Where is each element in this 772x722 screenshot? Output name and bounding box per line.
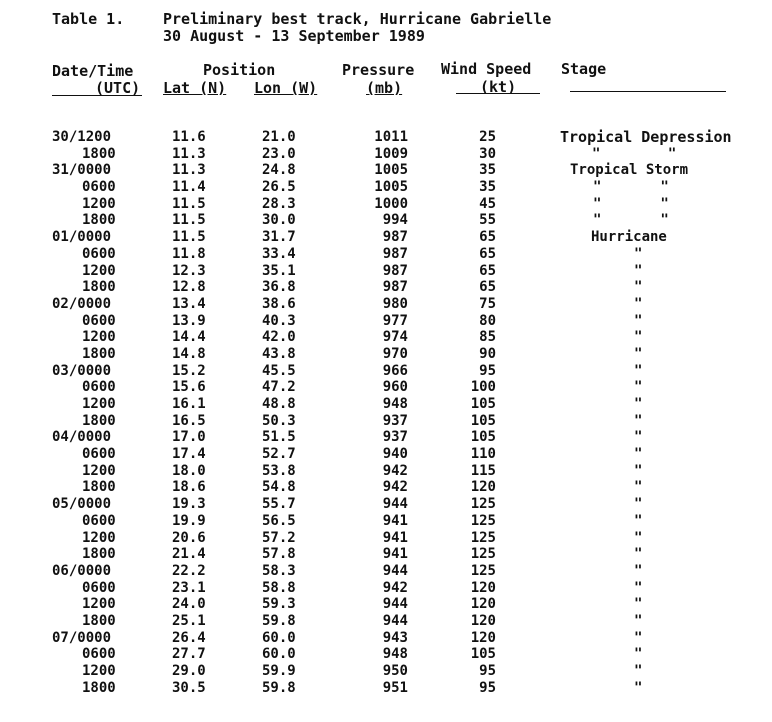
cell-lon: 36.8 [262, 279, 296, 296]
cell-lon: 30.0 [262, 212, 296, 229]
table-row [0, 463, 772, 480]
cell-stage: " [634, 512, 643, 529]
cell-pressure: 970 [382, 345, 408, 362]
cell-stage: Tropical Depression [560, 128, 732, 146]
cell-lon: 60.0 [262, 629, 296, 646]
cell-lon: 40.3 [262, 312, 296, 329]
table-row [0, 246, 772, 263]
cell-pressure: 944 [382, 612, 408, 629]
cell-lon: 50.3 [262, 412, 296, 429]
cell-wind: 105 [470, 429, 496, 446]
cell-lat: 13.9 [172, 312, 206, 329]
cell-pressure: 1011 [374, 129, 408, 145]
cell-wind: 125 [470, 546, 496, 563]
cell-datetime: 30/1200 [52, 129, 112, 145]
cell-lon: 42.0 [262, 329, 296, 346]
cell-datetime: 05/0000 [52, 496, 112, 513]
cell-lon: 59.3 [262, 596, 296, 613]
table-row [0, 646, 772, 663]
cell-stage: " [634, 596, 643, 613]
cell-lon: 58.3 [262, 562, 296, 579]
cell-lat: 26.4 [172, 629, 206, 646]
cell-lat: 20.6 [172, 529, 206, 546]
cell-wind: 95 [479, 679, 496, 696]
table-row [0, 363, 772, 380]
cell-lat: 13.4 [172, 295, 206, 312]
cell-lat: 12.3 [172, 262, 206, 279]
cell-wind: 125 [470, 496, 496, 513]
table-row [0, 596, 772, 613]
cell-wind: 45 [479, 195, 496, 212]
cell-lat: 15.2 [172, 362, 206, 379]
cell-pressure: 987 [382, 262, 408, 279]
cell-pressure: 944 [382, 562, 408, 579]
cell-stage: " [634, 529, 643, 546]
cell-datetime: 07/0000 [52, 629, 112, 646]
cell-lon: 60.0 [262, 646, 296, 663]
cell-pressure: 950 [382, 663, 408, 679]
cell-pressure: 977 [382, 312, 408, 329]
cell-datetime: 1200 [82, 596, 116, 613]
cell-datetime: 1200 [82, 329, 116, 346]
cell-stage: " [634, 396, 643, 412]
cell-lat: 22.2 [172, 562, 206, 579]
table-row [0, 563, 772, 580]
table-row [0, 663, 772, 680]
header-kt: (kt) [480, 78, 517, 96]
cell-stage: " [634, 429, 643, 446]
cell-stage: " [634, 412, 643, 429]
cell-lat: 17.4 [172, 446, 206, 463]
cell-stage: Hurricane [591, 229, 667, 246]
header-stage: Stage [561, 60, 607, 78]
cell-lon: 58.8 [262, 579, 296, 596]
cell-datetime: 1200 [82, 195, 116, 212]
data-rows [0, 129, 772, 696]
cell-wind: 125 [470, 529, 496, 546]
cell-lat: 29.0 [172, 663, 206, 679]
cell-wind: 65 [479, 229, 496, 246]
cell-stage: " [634, 379, 643, 396]
table-row [0, 313, 772, 330]
table-row [0, 263, 772, 280]
table-row [0, 680, 772, 697]
cell-lat: 30.5 [172, 679, 206, 696]
cell-lon: 21.0 [262, 129, 296, 145]
cell-stage: " [634, 546, 643, 563]
cell-stage: " " [592, 145, 677, 162]
cell-pressure: 1009 [374, 145, 408, 162]
cell-lat: 18.0 [172, 462, 206, 479]
cell-stage: " [634, 679, 643, 696]
cell-stage: " [634, 663, 643, 679]
cell-wind: 120 [470, 629, 496, 646]
cell-lon: 38.6 [262, 295, 296, 312]
cell-wind: 105 [470, 396, 496, 412]
table-row [0, 279, 772, 296]
cell-lat: 11.3 [172, 145, 206, 162]
cell-stage: " [634, 362, 643, 379]
table-row [0, 346, 772, 363]
cell-datetime: 1200 [82, 663, 116, 679]
cell-datetime: 1800 [82, 546, 116, 563]
cell-lon: 28.3 [262, 195, 296, 212]
cell-lon: 43.8 [262, 345, 296, 362]
table-label: Table 1. [52, 10, 125, 28]
cell-lat: 11.5 [172, 229, 206, 246]
cell-datetime: 0600 [82, 379, 116, 396]
cell-stage: " " [593, 179, 669, 196]
cell-pressure: 960 [382, 379, 408, 396]
header-lat: Lat (N) [163, 79, 227, 97]
table-row [0, 196, 772, 213]
cell-lon: 51.5 [262, 429, 296, 446]
cell-wind: 100 [470, 379, 496, 396]
table-row [0, 413, 772, 430]
cell-stage: " [634, 345, 643, 362]
cell-wind: 125 [470, 562, 496, 579]
cell-lat: 21.4 [172, 546, 206, 563]
cell-lat: 14.8 [172, 345, 206, 362]
cell-stage: " [634, 312, 643, 329]
cell-pressure: 974 [382, 329, 408, 346]
cell-lon: 52.7 [262, 446, 296, 463]
cell-wind: 110 [470, 446, 496, 463]
cell-stage: " [634, 245, 643, 262]
cell-wind: 120 [470, 579, 496, 596]
cell-lat: 11.6 [172, 129, 206, 145]
cell-lat: 18.6 [172, 479, 206, 496]
cell-stage: " [634, 612, 643, 629]
cell-pressure: 948 [382, 396, 408, 412]
cell-pressure: 948 [382, 646, 408, 663]
table-row [0, 580, 772, 597]
cell-pressure: 1005 [374, 179, 408, 196]
cell-lon: 47.2 [262, 379, 296, 396]
cell-stage: " [634, 462, 643, 479]
cell-lat: 12.8 [172, 279, 206, 296]
cell-lon: 31.7 [262, 229, 296, 246]
cell-lat: 11.5 [172, 212, 206, 229]
cell-stage: " [634, 579, 643, 596]
cell-datetime: 1800 [82, 612, 116, 629]
table-row [0, 479, 772, 496]
cell-stage: " [634, 496, 643, 513]
header-position: Position [203, 61, 276, 79]
cell-datetime: 0600 [82, 646, 116, 663]
cell-lon: 33.4 [262, 245, 296, 262]
cell-stage: " " [593, 195, 669, 212]
table-row [0, 229, 772, 246]
cell-datetime: 0600 [82, 312, 116, 329]
cell-lon: 23.0 [262, 145, 296, 162]
cell-lon: 45.5 [262, 362, 296, 379]
cell-pressure: 943 [382, 629, 408, 646]
cell-wind: 95 [479, 362, 496, 379]
table-row [0, 162, 772, 179]
cell-stage: " [634, 279, 643, 296]
cell-pressure: 980 [382, 295, 408, 312]
cell-datetime: 03/0000 [52, 362, 112, 379]
cell-wind: 35 [479, 162, 496, 179]
cell-wind: 65 [479, 262, 496, 279]
cell-lat: 19.9 [172, 512, 206, 529]
cell-datetime: 1200 [82, 529, 116, 546]
cell-datetime: 0600 [82, 179, 116, 196]
cell-wind: 120 [470, 612, 496, 629]
cell-stage: " [634, 329, 643, 346]
cell-lon: 59.8 [262, 679, 296, 696]
cell-lon: 55.7 [262, 496, 296, 513]
cell-lat: 14.4 [172, 329, 206, 346]
cell-datetime: 1800 [82, 212, 116, 229]
cell-lat: 24.0 [172, 596, 206, 613]
cell-stage: " [634, 646, 643, 663]
cell-wind: 55 [479, 212, 496, 229]
header-mb: (mb) [366, 79, 403, 97]
cell-pressure: 940 [382, 446, 408, 463]
table-row [0, 429, 772, 446]
cell-datetime: 0600 [82, 446, 116, 463]
header-rule-datetime [52, 95, 142, 96]
cell-wind: 65 [479, 245, 496, 262]
cell-stage: " [634, 562, 643, 579]
cell-datetime: 1200 [82, 396, 116, 412]
cell-datetime: 1800 [82, 679, 116, 696]
cell-wind: 120 [470, 479, 496, 496]
cell-wind: 90 [479, 345, 496, 362]
cell-wind: 80 [479, 312, 496, 329]
cell-pressure: 942 [382, 579, 408, 596]
table-row [0, 129, 772, 146]
table-row [0, 530, 772, 547]
cell-wind: 35 [479, 179, 496, 196]
table-row [0, 179, 772, 196]
header-lon: Lon (W) [254, 79, 318, 97]
cell-wind: 125 [470, 512, 496, 529]
cell-lat: 11.4 [172, 179, 206, 196]
cell-lat: 19.3 [172, 496, 206, 513]
cell-stage: " " [593, 212, 669, 229]
cell-datetime: 1800 [82, 279, 116, 296]
cell-stage: " [634, 479, 643, 496]
cell-lat: 11.5 [172, 195, 206, 212]
cell-lon: 53.8 [262, 462, 296, 479]
cell-lat: 23.1 [172, 579, 206, 596]
table-row [0, 379, 772, 396]
cell-datetime: 0600 [82, 512, 116, 529]
cell-pressure: 942 [382, 479, 408, 496]
table-row [0, 396, 772, 413]
cell-lat: 27.7 [172, 646, 206, 663]
cell-datetime: 31/0000 [52, 162, 112, 179]
cell-wind: 65 [479, 279, 496, 296]
cell-wind: 115 [470, 462, 496, 479]
cell-lon: 59.8 [262, 612, 296, 629]
table-subtitle: 30 August - 13 September 1989 [163, 27, 425, 45]
cell-datetime: 01/0000 [52, 229, 112, 246]
cell-lon: 26.5 [262, 179, 296, 196]
table-row [0, 146, 772, 163]
header-pressure: Pressure [342, 61, 415, 79]
cell-datetime: 1800 [82, 479, 116, 496]
cell-lon: 56.5 [262, 512, 296, 529]
cell-pressure: 987 [382, 245, 408, 262]
cell-wind: 75 [479, 295, 496, 312]
cell-datetime: 1800 [82, 345, 116, 362]
header-datetime: Date/Time [52, 62, 134, 80]
cell-pressure: 951 [382, 679, 408, 696]
cell-lat: 16.1 [172, 396, 206, 412]
cell-lat: 25.1 [172, 612, 206, 629]
cell-stage: " [634, 446, 643, 463]
table-row [0, 630, 772, 647]
cell-pressure: 937 [382, 412, 408, 429]
cell-lon: 24.8 [262, 162, 296, 179]
cell-wind: 105 [470, 412, 496, 429]
cell-wind: 30 [479, 145, 496, 162]
cell-wind: 85 [479, 329, 496, 346]
header-rule-wind [456, 93, 540, 94]
cell-wind: 95 [479, 663, 496, 679]
table-row [0, 329, 772, 346]
cell-pressure: 941 [382, 512, 408, 529]
table-row [0, 613, 772, 630]
cell-datetime: 1200 [82, 462, 116, 479]
cell-datetime: 1200 [82, 262, 116, 279]
cell-wind: 120 [470, 596, 496, 613]
cell-datetime: 1800 [82, 145, 116, 162]
cell-datetime: 0600 [82, 245, 116, 262]
header-wind-speed: Wind Speed [441, 60, 532, 78]
cell-pressure: 944 [382, 596, 408, 613]
cell-pressure: 994 [382, 212, 408, 229]
cell-stage: Tropical Storm [570, 162, 689, 179]
cell-lon: 57.2 [262, 529, 296, 546]
table-row [0, 513, 772, 530]
cell-datetime: 04/0000 [52, 429, 112, 446]
cell-lon: 35.1 [262, 262, 296, 279]
cell-lon: 54.8 [262, 479, 296, 496]
cell-stage: " [634, 295, 643, 312]
cell-stage: " [634, 262, 643, 279]
cell-pressure: 987 [382, 229, 408, 246]
cell-datetime: 1800 [82, 412, 116, 429]
cell-datetime: 06/0000 [52, 562, 112, 579]
cell-lon: 59.9 [262, 663, 296, 679]
cell-lon: 57.8 [262, 546, 296, 563]
header-rule-stage [570, 91, 726, 92]
cell-lon: 48.8 [262, 396, 296, 412]
cell-lat: 17.0 [172, 429, 206, 446]
cell-datetime: 0600 [82, 579, 116, 596]
cell-pressure: 987 [382, 279, 408, 296]
cell-pressure: 1000 [374, 195, 408, 212]
cell-pressure: 937 [382, 429, 408, 446]
cell-pressure: 1005 [374, 162, 408, 179]
table-row [0, 496, 772, 513]
cell-lat: 16.5 [172, 412, 206, 429]
cell-lat: 11.3 [172, 162, 206, 179]
cell-pressure: 941 [382, 529, 408, 546]
cell-wind: 105 [470, 646, 496, 663]
cell-wind: 25 [479, 129, 496, 145]
cell-pressure: 944 [382, 496, 408, 513]
table-row [0, 212, 772, 229]
table-row [0, 296, 772, 313]
cell-pressure: 941 [382, 546, 408, 563]
cell-lat: 11.8 [172, 245, 206, 262]
cell-pressure: 942 [382, 462, 408, 479]
table-title: Preliminary best track, Hurricane Gabrielle [163, 10, 552, 28]
cell-pressure: 966 [382, 362, 408, 379]
table-row [0, 546, 772, 563]
cell-stage: " [634, 629, 643, 646]
table-row [0, 446, 772, 463]
header-utc: (UTC) [95, 79, 141, 97]
cell-datetime: 02/0000 [52, 295, 112, 312]
cell-lat: 15.6 [172, 379, 206, 396]
